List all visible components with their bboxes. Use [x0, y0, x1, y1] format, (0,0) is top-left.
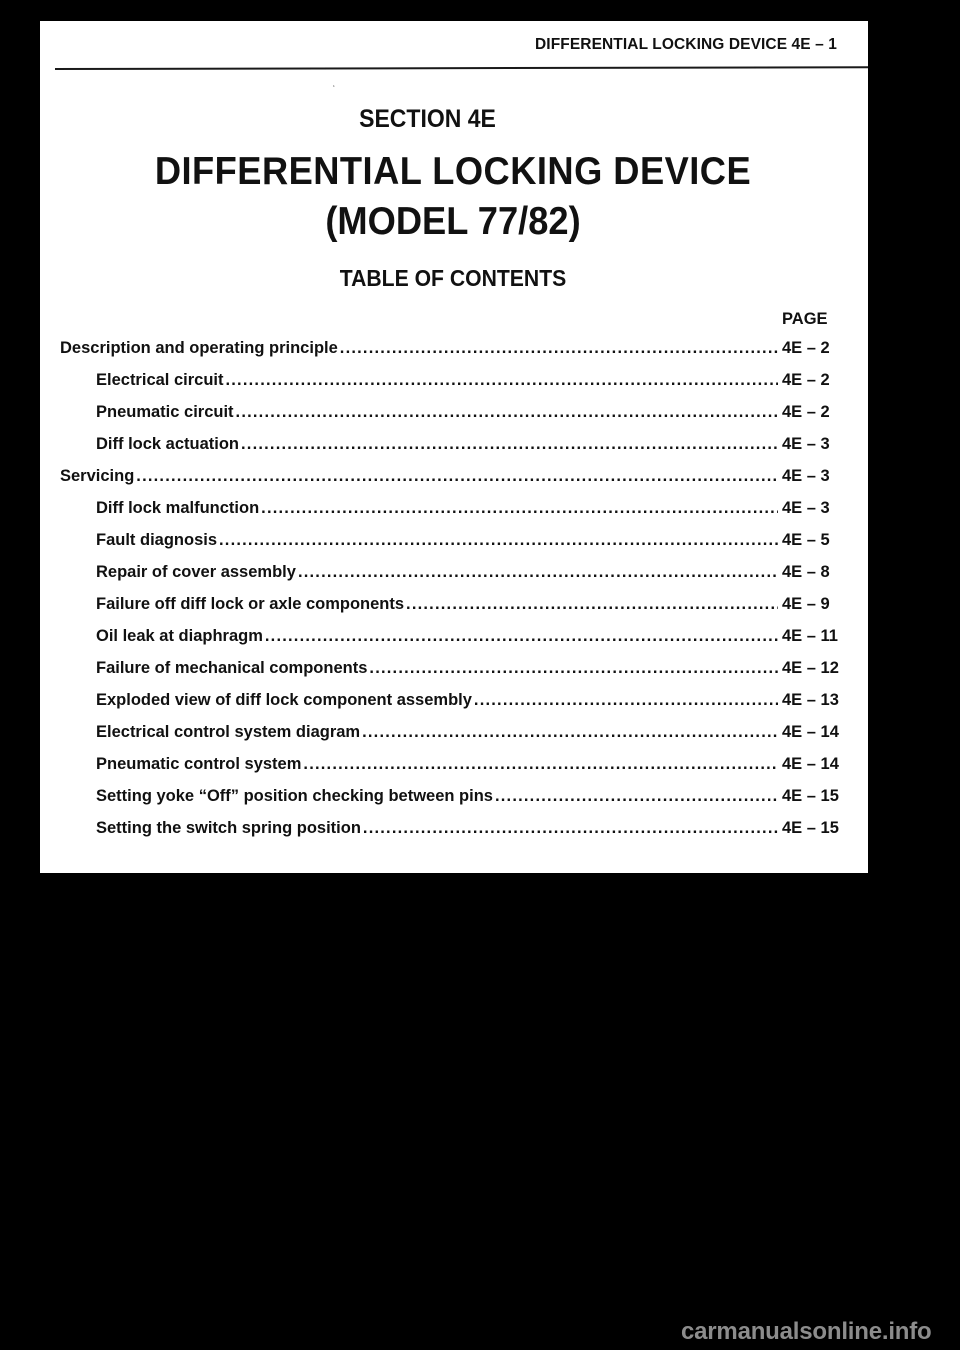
running-header: DIFFERENTIAL LOCKING DEVICE 4E – 1 [535, 36, 837, 53]
toc-entry-label: Electrical control system diagram [96, 723, 361, 741]
toc-entry[interactable] [40, 467, 868, 499]
dot-leader [261, 499, 778, 518]
toc-entry-label: Electrical circuit [96, 371, 224, 389]
toc-entry[interactable] [40, 659, 868, 691]
toc-entry[interactable] [40, 563, 868, 595]
toc-entry[interactable] [40, 787, 868, 819]
toc-entry[interactable] [40, 723, 868, 755]
toc-entry-label: Servicing [60, 467, 135, 485]
toc-entry-label: Exploded view of diff lock component assembly [96, 691, 472, 709]
dot-leader [303, 755, 778, 774]
document-page [40, 21, 868, 873]
toc-entry-page: 4E – 8 [782, 563, 830, 581]
toc-heading: TABLE OF CONTENTS [339, 265, 567, 291]
toc-entry-page: 4E – 12 [782, 659, 839, 677]
toc-entry[interactable] [40, 435, 868, 467]
toc-entry-label: Pneumatic control system [96, 755, 302, 773]
dot-leader [236, 403, 778, 422]
toc-entry-page: 4E – 15 [782, 819, 839, 837]
toc-entry[interactable] [40, 819, 868, 851]
dot-leader [241, 435, 778, 454]
section-label: SECTION 4E [359, 105, 496, 133]
toc-entry-label: Oil leak at diaphragm [96, 627, 263, 645]
toc-entry-label: Description and operating principle [60, 339, 338, 357]
dot-leader [298, 563, 778, 582]
dot-leader [369, 659, 778, 678]
toc-entry[interactable] [40, 339, 868, 371]
toc-entry-label: Fault diagnosis [96, 531, 218, 549]
toc-entry-page: 4E – 2 [782, 403, 830, 421]
toc-page-column-header: PAGE [782, 310, 828, 328]
toc-entry[interactable] [40, 755, 868, 787]
toc-entry-label: Setting yoke “Off” position checking between pins [96, 787, 493, 805]
toc-entry[interactable] [40, 595, 868, 627]
dot-leader [136, 467, 778, 486]
toc-entry-label: Diff lock malfunction [96, 499, 260, 517]
toc-entry[interactable] [40, 691, 868, 723]
toc-entry-page: 4E – 13 [782, 691, 839, 709]
toc-entry-page: 4E – 3 [782, 499, 830, 517]
toc-entry-page: 4E – 3 [782, 467, 830, 485]
dot-leader [362, 723, 778, 742]
toc-entry[interactable] [40, 627, 868, 659]
toc-entry-label: Diff lock actuation [96, 435, 240, 453]
dot-leader [225, 371, 778, 390]
toc-entry[interactable] [40, 403, 868, 435]
toc-entry-label: Repair of cover assembly [96, 563, 296, 581]
toc-entry[interactable] [40, 371, 868, 403]
toc-entry-page: 4E – 2 [782, 339, 830, 357]
dot-leader [219, 531, 778, 550]
header-rule [55, 66, 868, 70]
toc-entry[interactable] [40, 531, 868, 563]
toc-entry-page: 4E – 14 [782, 723, 839, 741]
table-of-contents [40, 339, 868, 851]
stray-mark: ‘ [333, 84, 335, 93]
toc-entry-page: 4E – 3 [782, 435, 830, 453]
toc-entry-label: Failure off diff lock or axle components [96, 595, 405, 613]
toc-entry-label: Setting the switch spring position [96, 819, 361, 837]
dot-leader [474, 691, 778, 710]
toc-entry-page: 4E – 15 [782, 787, 839, 805]
dot-leader [265, 627, 778, 646]
page-title: DIFFERENTIAL LOCKING DEVICE [154, 150, 752, 193]
model-subtitle: (MODEL 77/82) [325, 200, 581, 243]
dot-leader [340, 339, 778, 358]
toc-entry-page: 4E – 5 [782, 531, 830, 549]
toc-entry-label: Pneumatic circuit [96, 403, 234, 421]
dot-leader [363, 819, 778, 838]
toc-entry-label: Failure of mechanical components [96, 659, 368, 677]
toc-entry[interactable] [40, 499, 868, 531]
dot-leader [406, 595, 778, 614]
toc-entry-page: 4E – 2 [782, 371, 830, 389]
toc-entry-page: 4E – 9 [782, 595, 830, 613]
toc-entry-page: 4E – 14 [782, 755, 839, 773]
dot-leader [495, 787, 778, 806]
toc-entry-page: 4E – 11 [782, 627, 838, 645]
watermark-link[interactable]: carmanualsonline.info [681, 1318, 932, 1345]
